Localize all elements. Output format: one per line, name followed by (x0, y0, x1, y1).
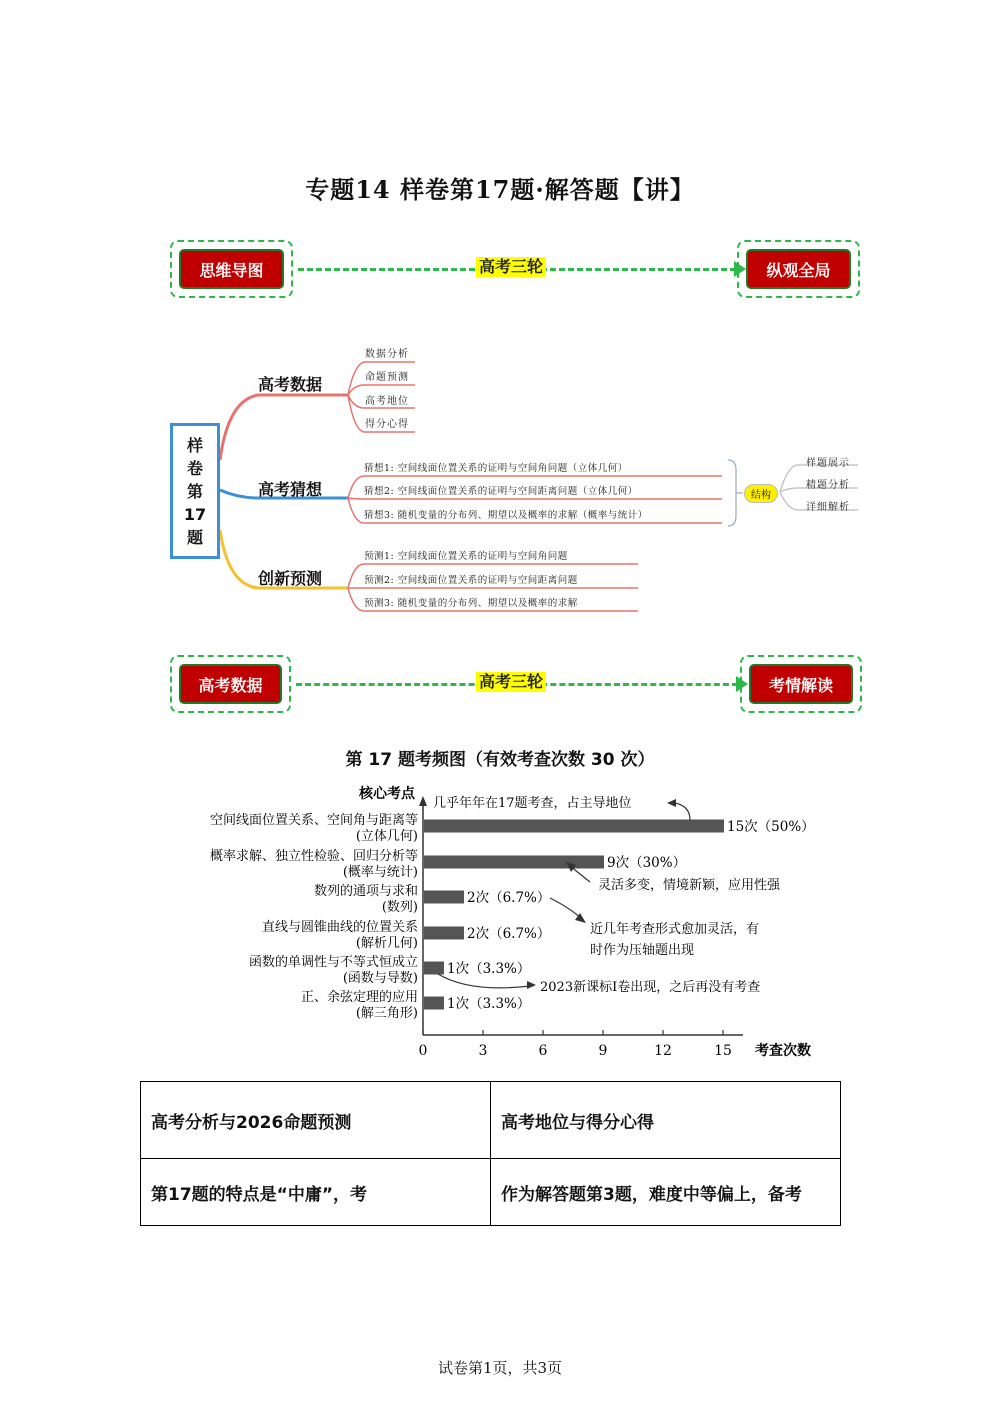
bar-value-label: 1次（3.3%） (447, 996, 531, 1012)
annotation-text: 几乎年年在17题考查，占主导地位 (433, 796, 632, 811)
x-tick-label: 15 (714, 1043, 732, 1059)
mind-map (168, 330, 868, 620)
structure-item: 详细解析 (806, 502, 850, 513)
bar (424, 856, 604, 869)
structure-item: 精题分析 (806, 480, 850, 491)
table-cell: 高考分析与2026命题预测 (141, 1082, 491, 1159)
category-label: 直线与圆锥曲线的位置关系 (261, 920, 418, 935)
bar (424, 962, 444, 975)
bar (424, 820, 724, 833)
table-cell: 第17题的特点是“中庸”，考 (141, 1159, 491, 1226)
leaf-item: 高考地位 (365, 396, 409, 407)
structure-tag: 结构 (744, 484, 778, 503)
category-sublabel: (解三角形) (355, 1006, 418, 1021)
bar (424, 891, 464, 904)
root-char: 17 (183, 504, 207, 524)
chart-title: 第 17 题考频图（有效考查次数 30 次） (345, 750, 655, 770)
page-footer: 试卷第1页，共3页 (437, 1359, 563, 1377)
annotation-arrow (675, 803, 690, 820)
leaf-item: 命题预测 (365, 372, 409, 383)
category-sublabel: (解析几何) (355, 936, 418, 951)
tag-mindmap: 思维导图 (179, 249, 284, 289)
x-tick-label: 12 (654, 1043, 672, 1059)
table-row (141, 1159, 841, 1226)
x-tick-label: 9 (598, 1043, 608, 1059)
tag-frame-right (740, 655, 862, 713)
frequency-chart (170, 778, 830, 1068)
root-char: 题 (186, 527, 203, 547)
tag-frame-left (170, 240, 293, 298)
category-sublabel: (概率与统计) (342, 865, 418, 880)
arrow-head-icon (667, 799, 676, 807)
page-title: 专题14 样卷第17题·解答题【讲】 (305, 175, 695, 204)
leaf-item: 预测1: 空间线面位置关系的证明与空间角问题 (364, 551, 568, 562)
tag-exam-data: 高考数据 (179, 664, 282, 704)
bar-value-label: 2次（6.7%） (467, 926, 551, 942)
leaf-item: 猜想1: 空间线面位置关系的证明与空间角问题（立体几何） (364, 463, 628, 474)
bar-value-label: 1次（3.3%） (447, 961, 531, 977)
annotation-text: 近几年考查形式愈加灵活，有 (590, 922, 760, 937)
bar-value-label: 15次（50%） (727, 819, 815, 835)
arrow-head-icon (527, 981, 536, 989)
leaf-item: 得分心得 (365, 419, 409, 430)
category-sublabel: (函数与导数) (342, 971, 418, 986)
bar-value-label: 9次（30%） (607, 855, 687, 871)
x-tick-label: 3 (478, 1043, 488, 1059)
annotation-arrow (550, 898, 582, 919)
bar (424, 997, 444, 1010)
tag-overview: 纵观全局 (746, 249, 851, 289)
root-char: 第 (186, 481, 203, 501)
table-row (141, 1082, 841, 1159)
x-axis-label: 考查次数 (755, 1043, 811, 1059)
category-label: 函数的单调性与不等式恒成立 (248, 955, 418, 970)
table-cell: 作为解答题第3题，难度中等偏上，备考 (491, 1159, 841, 1226)
y-axis-label: 核心考点 (359, 786, 415, 802)
tag-frame-left (170, 655, 291, 713)
leaf-item: 数据分析 (365, 349, 409, 360)
banner-mindmap (170, 240, 860, 298)
y-axis-arrow-icon (419, 796, 427, 806)
branch-innovation: 创新预测 (258, 569, 323, 588)
branch-exam-data: 高考数据 (258, 375, 323, 394)
structure-item: 样题展示 (806, 458, 850, 469)
banner-exam-data (170, 655, 860, 713)
category-sublabel: (数列) (381, 900, 418, 915)
bar (424, 927, 464, 940)
leaf-item: 预测2: 空间线面位置关系的证明与空间距离问题 (364, 575, 578, 586)
root-char: 卷 (186, 458, 203, 478)
x-tick-label: 6 (538, 1043, 548, 1059)
leaf-item: 猜想2: 空间线面位置关系的证明与空间距离问题（立体几何） (364, 486, 638, 497)
leaf-item: 猜想3: 随机变量的分布列、期望以及概率的求解（概率与统计） (364, 510, 648, 521)
mind-map-root (170, 423, 220, 559)
analysis-table (140, 1081, 841, 1226)
table-cell: 高考地位与得分心得 (491, 1082, 841, 1159)
branch-exam-guess: 高考猜想 (258, 480, 323, 499)
category-label: 正、余弦定理的应用 (300, 990, 418, 1005)
banner-middle-label: 高考三轮 (476, 672, 546, 692)
category-label: 概率求解、独立性检验、回归分析等 (209, 849, 418, 864)
banner-middle-label: 高考三轮 (476, 257, 546, 277)
x-tick-label: 0 (418, 1043, 428, 1059)
category-sublabel: (立体几何) (355, 829, 418, 844)
annotation-text: 2023新课标Ⅰ卷出现，之后再没有考查 (540, 980, 761, 995)
category-label: 空间线面位置关系、空间角与距离等 (209, 813, 418, 828)
tag-frame-right (737, 240, 860, 298)
tag-exam-interpretation: 考情解读 (749, 664, 853, 704)
root-char: 样 (186, 435, 203, 455)
category-label: 数列的通项与求和 (313, 884, 418, 899)
annotation-text: 灵活多变，情境新颖，应用性强 (598, 878, 781, 893)
bar-value-label: 2次（6.7%） (467, 890, 551, 906)
annotation-text: 时作为压轴题出现 (590, 943, 695, 958)
leaf-item: 预测3: 随机变量的分布列、期望以及概率的求解 (364, 598, 578, 609)
